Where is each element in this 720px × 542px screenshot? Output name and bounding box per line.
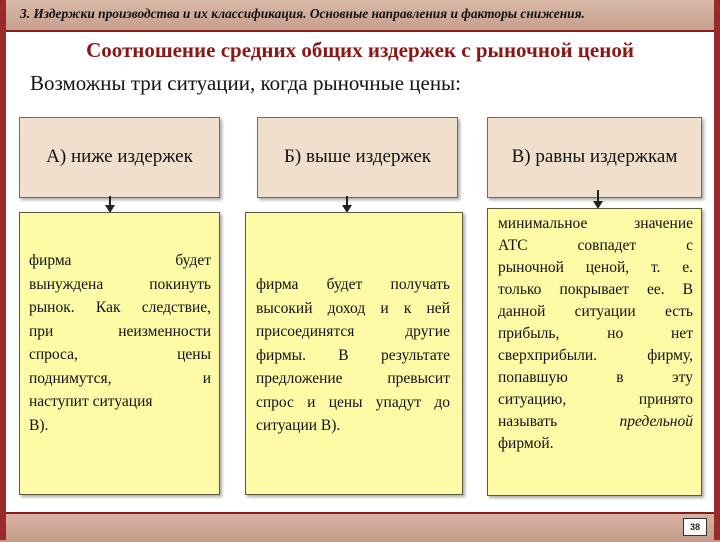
text-line: фирмой. [498,435,554,452]
text-line: спрос и цены упадут до [256,393,450,411]
text-line: сверхприбыли. фирму, [498,347,693,364]
text-line: фирма будет [29,252,211,269]
situation-c-heading: В) равны издержкам [487,117,702,198]
situation-a-body [19,212,220,495]
situation-c-body [487,208,702,496]
slide-subtitle: Возможны три ситуации, когда рыночные цены: [30,71,462,95]
text-line [498,411,693,433]
text-line: данной ситуации есть [498,303,693,320]
situation-b-body [245,212,463,495]
text-line: рынок. Как следствие, [29,299,211,316]
text-line: рыночной ценой, т. е. [498,259,693,276]
text-line: наступит ситуация [29,393,153,410]
header-bar [0,0,720,32]
text-line: при неизменности [29,322,211,340]
arrow-down-icon [109,196,111,206]
arrow-down-icon [597,190,599,202]
slide-title: Соотношение средних общих издержек с рыночной ценой [86,38,634,62]
page-number: 38 [683,518,707,536]
text-line: ситуации В). [256,417,341,434]
situation-a-heading: А) ниже издержек [19,117,220,198]
text-line: фирмы. В результате [256,346,450,364]
text-line: прибыль, но нет [498,325,693,342]
text-line: минимальное значение [498,215,693,232]
footer-bar [0,512,720,542]
situation-b-heading: Б) выше издержек [257,117,458,198]
text-fragment: называть [498,413,558,430]
text-line: фирма будет получать [256,276,450,293]
text-line: высокий доход и к ней [256,299,450,317]
text-line: присоединятся другие [256,323,450,340]
text-line: только покрывает ее. В [498,281,693,298]
text-line: попавшую в эту [498,369,693,386]
text-line: спроса, цены [29,346,211,363]
text-line: В). [29,416,49,434]
text-line: поднимутся, и [29,369,211,387]
text-line: предложение превысит [256,370,450,387]
text-line: АТС совпадет с [498,237,693,254]
header-text: 3. Издержки производства и их классификация. Основные направления и факторы снижения. [20,6,585,21]
text-line: вынуждена покинуть [29,275,211,293]
italic-term: предельной [619,413,693,430]
arrow-down-icon [346,196,348,206]
text-line: ситуацию, принято [498,391,693,408]
